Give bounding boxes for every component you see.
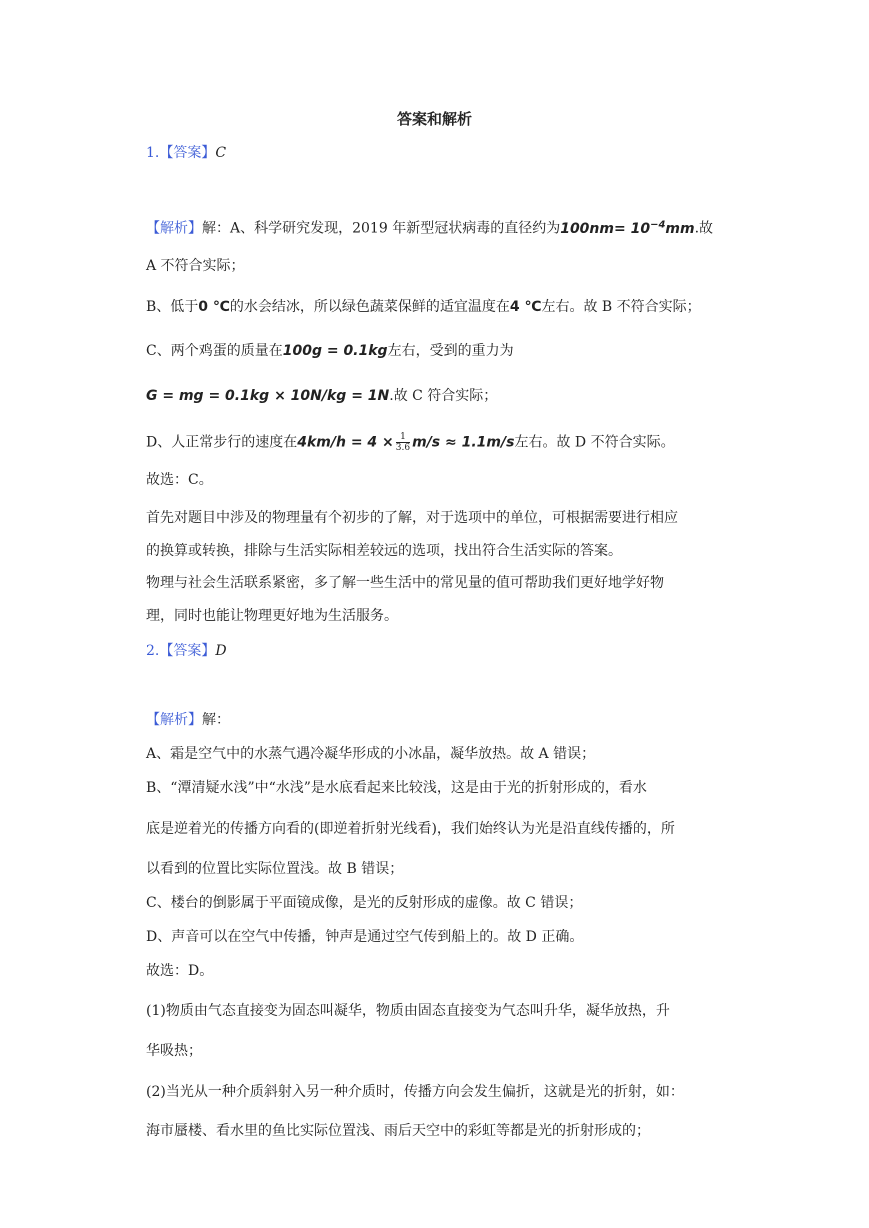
- q2-analysis-line: 【解析】解：: [146, 712, 230, 728]
- q1-b-line: B、低于0 ℃的水会结冰，所以绿色蔬菜保鲜的适宜温度在4 ℃左右。故 B 不符合实际；: [146, 299, 701, 315]
- q1-answer-value: C: [215, 145, 227, 161]
- q1-d-line: D、人正常步行的速度在4km/h = 4 × $\frac{1}{3.6}$ m/s ≈ 1.1m/s左右。故 D 不符合实际。: [146, 432, 675, 453]
- q1-c-line: C、两个鸡蛋的质量在100g = 0.1kg左右，受到的重力为: [146, 343, 514, 359]
- q1-note-3: 物理与社会生活联系紧密，多了解一些生活中的常见量的值可帮助我们更好地学好物: [146, 575, 664, 591]
- q1-note-1: 首先对题目中涉及的物理量有个初步的了解，对于选项中的单位，可根据需要进行相应: [146, 510, 678, 526]
- q1-analysis-line: [146, 216, 713, 238]
- q2-analysis-tag: 【解析】: [146, 712, 202, 728]
- q1-answer-tag: 【答案】: [159, 145, 216, 161]
- q1-choice: 故选：C。: [146, 472, 213, 488]
- q2-point-2b: 海市蜃楼、看水里的鱼比实际位置浅、雨后天空中的彩虹等都是光的折射形成的；: [146, 1123, 650, 1139]
- q1-a-math: $100nm= 10^{-4}mm$: [560, 219, 695, 237]
- q2-answer-tag: 【答案】: [159, 643, 216, 659]
- q1-a-line2: A 不符合实际；: [146, 258, 245, 274]
- q2-b-line3: 以看到的位置比实际位置浅。故 B 错误；: [146, 861, 404, 877]
- q1-number: 1.: [146, 145, 160, 161]
- q2-c-line: C、楼台的倒影属于平面镜成像，是光的反射形成的虚像。故 C 错误；: [146, 895, 583, 911]
- q2-b-line1: B、“潭清疑水浅”中“水浅”是水底看起来比较浅，这是由于光的折射形成的，看水: [146, 780, 647, 796]
- q2-a-line: A、霜是空气中的水蒸气遇冷凝华形成的小冰晶，凝华放热。故 A 错误；: [146, 746, 596, 762]
- q2-answer-value: D: [215, 643, 227, 659]
- q2-number: 2.: [146, 643, 160, 659]
- q1-analysis-tag: 【解析】: [146, 220, 202, 237]
- q2-d-line: D、声音可以在空气中传播，钟声是通过空气传到船上的。故 D 正确。: [146, 929, 584, 945]
- q2-point-2a: (2)当光从一种介质斜射入另一种介质时，传播方向会发生偏折，这就是光的折射，如：: [146, 1084, 684, 1100]
- q2-b-line2: 底是逆着光的传播方向看的(即逆着折射光线看)，我们始终认为光是沿直线传播的，所: [146, 821, 675, 837]
- q2-choice: 故选：D。: [146, 963, 214, 979]
- page-title: 答案和解析: [396, 110, 472, 128]
- q1-note-2: 的换算或转换，排除与生活实际相差较远的选项，找出符合生活实际的答案。: [146, 543, 622, 559]
- q1-answer-line: [146, 144, 226, 162]
- q2-point-1b: 华吸热；: [146, 1043, 202, 1059]
- q1-a-text: 解：A、科学研究发现，2019 年新型冠状病毒的直径约为: [202, 220, 561, 237]
- q1-c-line2: G = mg = 0.1kg × 10N/kg = 1N.故 C 符合实际；: [146, 388, 498, 404]
- fraction: $\frac{1}{3.6}$: [395, 432, 411, 453]
- q2-answer-line: [146, 642, 227, 660]
- q1-a-end: .故: [694, 220, 714, 237]
- q2-point-1a: (1)物质由气态直接变为固态叫凝华，物质由固态直接变为气态叫升华，凝华放热，升: [146, 1003, 670, 1019]
- q1-note-4: 理，同时也能让物理更好地为生活服务。: [146, 608, 398, 624]
